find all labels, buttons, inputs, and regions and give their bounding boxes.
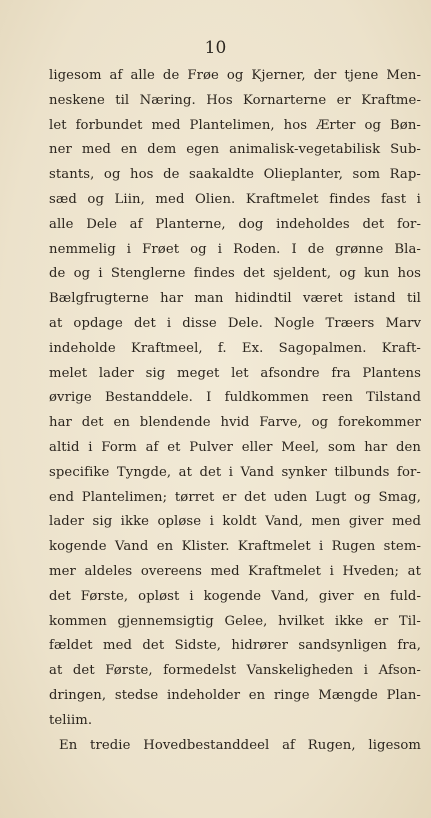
text-line: lader sig ikke opløse i koldt Vand, men giver med <box>49 514 421 530</box>
text-line: ligesom af alle de Frøe og Kjerner, der tjene Men- <box>49 68 421 83</box>
text-line: nemmelig i Frøet og i Roden. I de grønne Bla- <box>49 241 421 257</box>
text-line: let forbundet med Plantelimen, hos Ærter og Bøn- <box>49 117 421 133</box>
text-line: har det en blendende hvid Farve, og forekommer <box>49 415 421 431</box>
text-line: fældet med det Sidste, hidrører sandsynligen fra, <box>49 638 421 654</box>
paragraph-end-line: teliim. <box>49 712 93 728</box>
text-line: dringen, stedse indeholder en ringe Mængde Plan- <box>49 687 421 703</box>
text-line: at opdage det i disse Dele. Nogle Træers Marv <box>49 315 421 331</box>
text-line: end Plantelimen; tørret er det uden Lugt og Smag, <box>49 489 421 505</box>
text-line: at det Første, formedelst Vanskeligheden i Afson- <box>49 663 421 679</box>
text-line: Bælgfrugterne har man hidindtil været istand til <box>49 291 421 307</box>
page-number: 10 <box>204 38 227 58</box>
paragraph-start-line: En tredie Hovedbestanddeel af Rugen, ligesom <box>59 737 421 753</box>
body-text <box>49 64 421 758</box>
text-line: de og i Stenglerne findes det sjeldent, og kun hos <box>49 266 421 282</box>
text-line: melet lader sig meget let afsondre fra Plantens <box>49 365 421 381</box>
text-line: indeholde Kraftmeel, f. Ex. Sagopalmen. Kraft- <box>49 340 421 356</box>
text-line: ner med en dem egen animalisk-vegetabilisk Sub- <box>49 142 421 158</box>
text-line: altid i Form af et Pulver eller Meel, som har den <box>49 439 421 455</box>
text-line: neskene til Næring. Hos Kornarterne er Kraftme- <box>49 92 421 108</box>
text-line: sæd og Liin, med Olien. Kraftmelet findes fast i <box>49 191 421 207</box>
text-line: mer aldeles overeens med Kraftmelet i Hveden; at <box>49 563 421 579</box>
text-line: specifike Tyngde, at det i Vand synker tilbunds for- <box>49 464 421 480</box>
text-line: kogende Vand en Klister. Kraftmelet i Rugen stem- <box>49 539 421 555</box>
text-line: alle Dele af Planterne, dog indeholdes det for- <box>49 216 421 232</box>
text-line: det Første, opløst i kogende Vand, giver en fuld- <box>49 588 421 604</box>
text-line: stants, og hos de saakaldte Olieplanter, som Rap- <box>49 167 421 183</box>
text-line: øvrige Bestanddele. I fuldkommen reen Tilstand <box>49 390 421 406</box>
text-line: kommen gjennemsigtig Gelee, hvilket ikke er Til- <box>49 613 421 629</box>
